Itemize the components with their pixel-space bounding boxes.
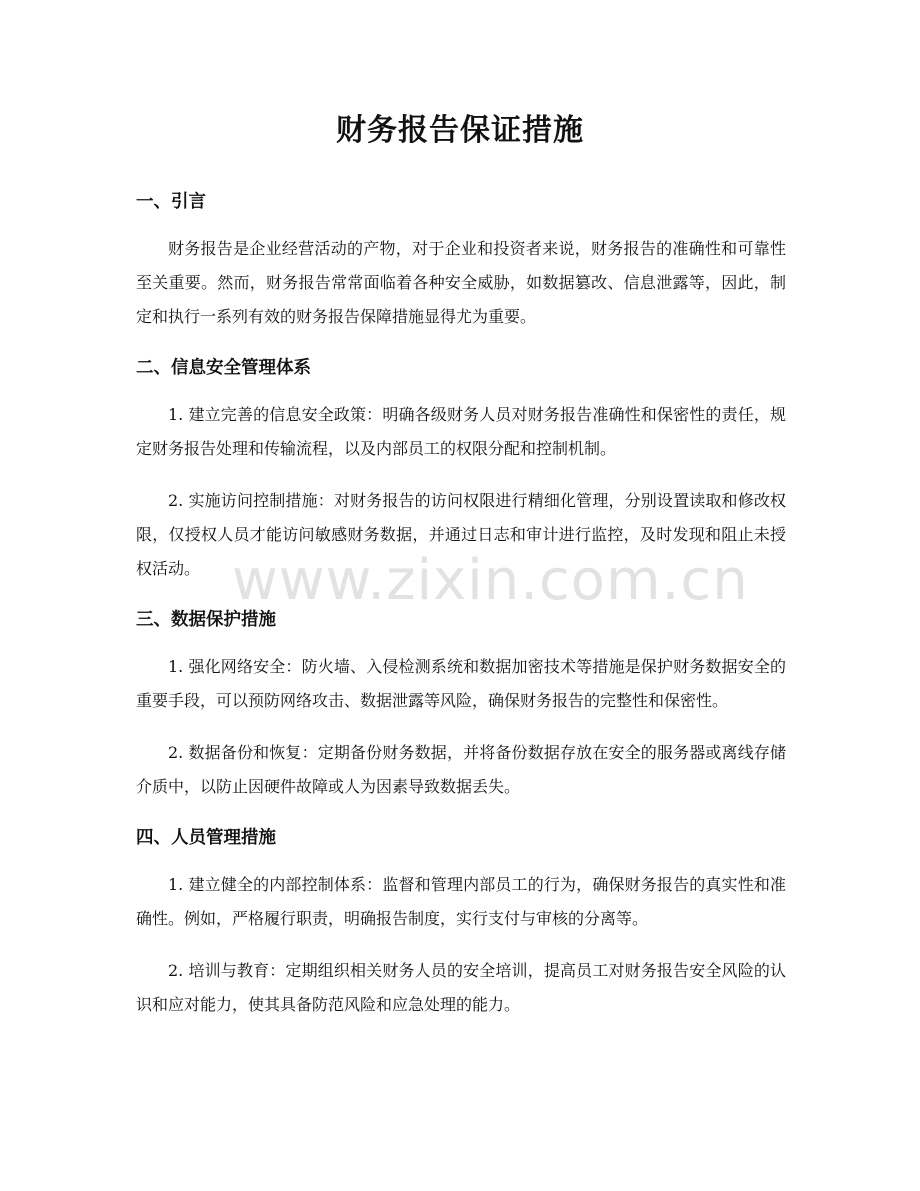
paragraph: 2. 培训与教育：定期组织相关财务人员的安全培训，提高员工对财务报告安全风险的认识和应对能力，使其具备防范风险和应急处理的能力。	[136, 961, 786, 1014]
paragraph: 2. 数据备份和恢复：定期备份财务数据，并将备份数据存放在安全的服务器或离线存储介质中，以防止因硬件故障或人为因素导致数据丢失。	[136, 743, 786, 796]
section-personnel-management	[136, 822, 786, 1022]
paragraph: 2. 实施访问控制措施：对财务报告的访问权限进行精细化管理，分别设置读取和修改权限，仅授权人员才能访问敏感财务数据，并通过日志和审计进行监控，及时发现和阻止未授权活动。	[136, 491, 786, 578]
document-title: 财务报告保证措施	[336, 113, 584, 148]
paragraph: 1. 建立完善的信息安全政策：明确各级财务人员对财务报告准确性和保密性的责任，规定财务报告处理和传输流程，以及内部员工的权限分配和控制机制。	[136, 405, 786, 458]
section-data-protection	[136, 604, 786, 804]
section-heading: 二、信息安全管理体系	[136, 358, 311, 378]
document-body	[136, 186, 786, 1040]
paragraph: 1. 强化网络安全：防火墙、入侵检测系统和数据加密技术等措施是保护财务数据安全的重要手段，可以预防网络攻击、数据泄露等风险，确保财务报告的完整性和保密性。	[136, 657, 786, 710]
section-heading: 三、数据保护措施	[136, 610, 276, 630]
section-information-security	[136, 352, 786, 586]
watermark: www.zixin.com.cn	[232, 548, 749, 613]
paragraph: 1. 建立健全的内部控制体系：监督和管理内部员工的行为，确保财务报告的真实性和准确性。例如，严格履行职责，明确报告制度，实行支付与审核的分离等。	[136, 875, 786, 928]
section-heading: 一、引言	[136, 192, 206, 212]
section-heading: 四、人员管理措施	[136, 828, 276, 848]
section-introduction	[136, 186, 786, 334]
paragraph: 财务报告是企业经营活动的产物，对于企业和投资者来说，财务报告的准确性和可靠性至关重要。然而，财务报告常常面临着各种安全威胁，如数据篡改、信息泄露等，因此，制定和执行一系列有效的财务报告保障措施显得尤为重要。	[136, 239, 786, 326]
